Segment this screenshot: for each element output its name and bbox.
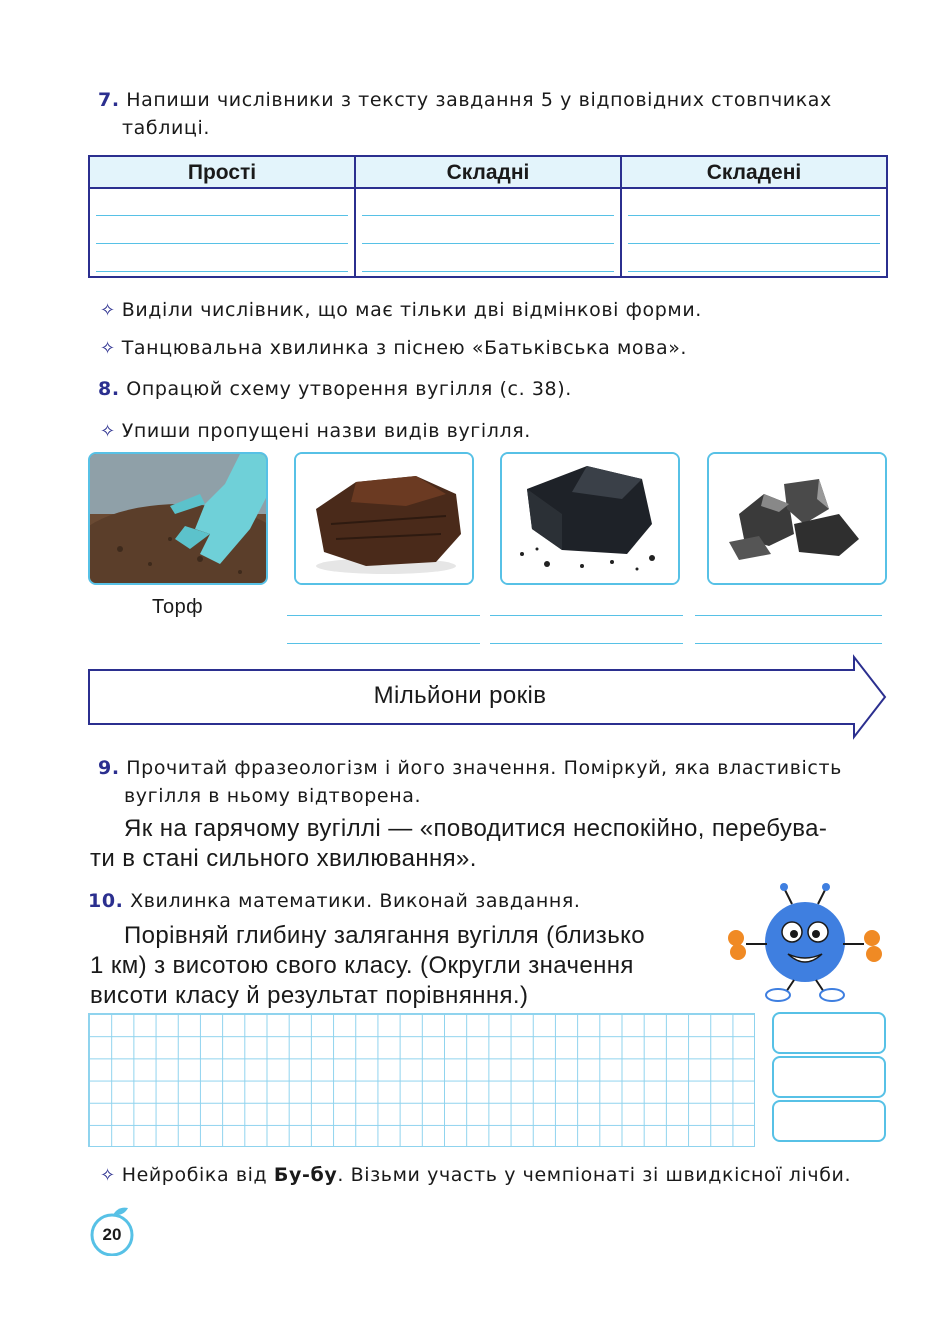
table-cell-simple[interactable] bbox=[90, 189, 354, 277]
task-9-phraseology bbox=[90, 814, 890, 874]
peat-hand-image bbox=[90, 454, 268, 585]
answer-line[interactable] bbox=[490, 643, 683, 644]
bullet-highlight-numeral bbox=[100, 296, 702, 325]
task-9-instruction bbox=[98, 754, 888, 810]
diamond-bullet-icon: ✧ bbox=[100, 421, 116, 442]
task-9-number: 9. bbox=[98, 757, 120, 779]
task-7-text-line2: таблиці. bbox=[122, 117, 210, 139]
task-10-instruction bbox=[88, 887, 581, 915]
answer-line[interactable] bbox=[695, 615, 882, 616]
brown-coal-image bbox=[296, 454, 472, 583]
bubu-mascot-icon bbox=[722, 882, 888, 1004]
bullet-text-post: . Візьми участь у чемпіонаті зі швидкісної лічби. bbox=[337, 1164, 852, 1186]
bullet-text: Упиши пропущені назви видів вугілля. bbox=[121, 420, 531, 442]
peat-label: Торф bbox=[152, 596, 203, 618]
task-9-text-line2: вугілля в ньому відтворена. bbox=[124, 785, 422, 807]
phraseology-line1: Як на гарячому вугіллі — «поводитися неспокійно, перебува- bbox=[124, 815, 828, 842]
task-10-number: 10. bbox=[88, 890, 124, 912]
answer-line[interactable] bbox=[490, 615, 683, 616]
table-header-simple: Прості bbox=[187, 161, 257, 184]
diamond-bullet-icon: ✧ bbox=[100, 300, 116, 321]
anthracite-photo bbox=[707, 452, 887, 585]
phraseology-line2: ти в стані сильного хвилювання». bbox=[90, 845, 477, 872]
bullet-text: Танцювальна хвилинка з піснею «Батьківська мова». bbox=[121, 337, 688, 359]
black-coal-image bbox=[502, 454, 678, 583]
answer-box-3[interactable] bbox=[772, 1100, 886, 1142]
numerals-table bbox=[88, 155, 888, 278]
task-8-instruction bbox=[98, 375, 572, 403]
arrow-label: Мільйони років bbox=[373, 682, 547, 709]
task-10-body-line3: висоти класу й результат порівняння.) bbox=[90, 982, 529, 1009]
answer-line[interactable] bbox=[287, 615, 480, 616]
bubu-name: Бу-бу bbox=[273, 1164, 338, 1186]
task-7-number: 7. bbox=[98, 89, 120, 111]
black-coal-photo bbox=[500, 452, 680, 585]
anthracite-image bbox=[709, 454, 885, 583]
page-number: 20 bbox=[102, 1225, 122, 1244]
task-10-body-line1: Порівняй глибину залягання вугілля (близько bbox=[124, 922, 646, 949]
diamond-bullet-icon: ✧ bbox=[100, 338, 116, 359]
task-10-text: Хвилинка математики. Виконай завдання. bbox=[130, 890, 581, 912]
task-7-text-line1: Напиши числівники з тексту завдання 5 у відповідних стовпчиках bbox=[126, 89, 832, 111]
task-8-text: Опрацюй схему утворення вугілля (с. 38). bbox=[126, 378, 572, 400]
task-9-text-line1: Прочитай фразеологізм і його значення. Поміркуй, яка властивість bbox=[126, 757, 842, 779]
bullet-neurobics bbox=[100, 1161, 851, 1190]
table-cell-compound[interactable] bbox=[620, 189, 886, 277]
answer-box-1[interactable] bbox=[772, 1012, 886, 1054]
table-cell-complex[interactable] bbox=[354, 189, 620, 277]
bullet-text: Виділи числівник, що має тільки дві відмінкові форми. bbox=[121, 299, 702, 321]
answer-line[interactable] bbox=[695, 643, 882, 644]
bullet-text-pre: Нейробіка від bbox=[121, 1164, 274, 1186]
table-header-complex: Складні bbox=[354, 157, 620, 187]
bullet-fill-coal-types bbox=[100, 417, 531, 446]
answer-box-2[interactable] bbox=[772, 1056, 886, 1098]
task-10-body bbox=[90, 921, 710, 1011]
math-grid[interactable] bbox=[88, 1013, 755, 1147]
task-8-number: 8. bbox=[98, 378, 120, 400]
bullet-dance-minute bbox=[100, 334, 687, 363]
task-10-body-line2: 1 км) з висотою свого класу. (Округли значення bbox=[90, 952, 634, 979]
brown-coal-photo bbox=[294, 452, 474, 585]
table-body-row bbox=[90, 189, 886, 277]
peat-photo bbox=[88, 452, 268, 585]
task-7-instruction bbox=[98, 86, 888, 142]
table-header-row bbox=[90, 157, 886, 189]
answer-line[interactable] bbox=[287, 643, 480, 644]
table-header-compound: Складені bbox=[620, 157, 886, 187]
diamond-bullet-icon: ✧ bbox=[100, 1165, 116, 1186]
